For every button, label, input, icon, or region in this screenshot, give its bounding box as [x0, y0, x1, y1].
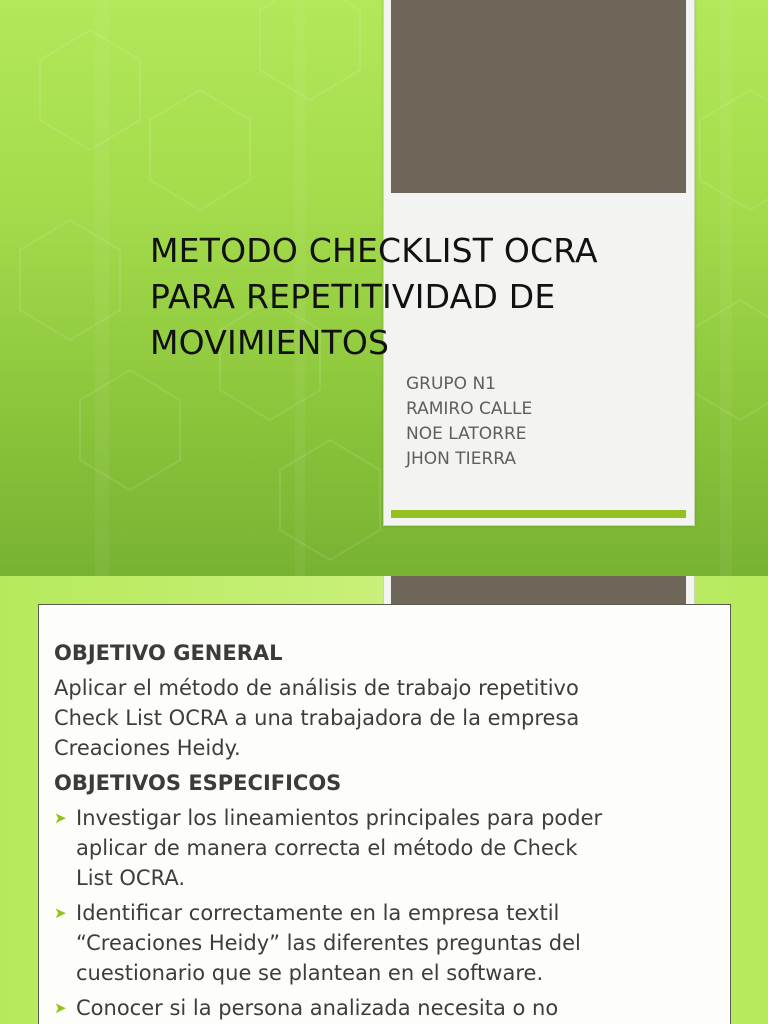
list-item — [54, 993, 714, 1023]
bullet-line: List OCRA. — [76, 866, 185, 890]
member-name: RAMIRO CALLE — [406, 399, 533, 419]
specific-objectives-list — [54, 803, 714, 1023]
bullet-line: Conocer si la persona analizada necesita o no — [76, 996, 559, 1020]
list-item — [54, 803, 714, 893]
bullet-line: aplicar de manera correcta el método de Check — [76, 836, 578, 860]
bullet-line: cuestionario que se plantean en el software. — [76, 961, 544, 985]
member-name: NOE LATORRE — [406, 424, 527, 444]
content-box — [38, 604, 731, 1024]
group-name: GRUPO N1 — [406, 374, 496, 394]
bullet-line: Identificar correctamente en la empresa textil — [76, 901, 560, 925]
title-line: MOVIMIENTOS — [150, 323, 390, 362]
bullet-line: “Creaciones Heidy” las diferentes preguntas del — [76, 931, 581, 955]
bullet-line: Investigar los lineamientos principales para poder — [76, 806, 603, 830]
accent-bar — [391, 510, 686, 518]
general-line: Check List OCRA a una trabajadora de la empresa — [54, 706, 580, 730]
slide-title — [150, 228, 710, 366]
content-text — [54, 639, 714, 1024]
arrow-right-icon: ➤ — [54, 999, 67, 1017]
subtitle-list — [406, 372, 532, 472]
heading-general: OBJETIVO GENERAL — [54, 641, 283, 665]
title-line: PARA REPETITIVIDAD DE — [150, 277, 556, 316]
general-objective — [54, 673, 714, 763]
dark-header-block — [391, 0, 686, 193]
general-line: Creaciones Heidy. — [54, 736, 241, 760]
list-item — [54, 898, 714, 988]
heading-specific: OBJETIVOS ESPECIFICOS — [54, 771, 342, 795]
member-name: JHON TIERRA — [406, 449, 517, 469]
title-line: METODO CHECKLIST OCRA — [150, 231, 598, 270]
objectives-slide — [0, 576, 768, 1024]
arrow-right-icon: ➤ — [54, 809, 67, 827]
arrow-right-icon: ➤ — [54, 904, 67, 922]
general-line: Aplicar el método de análisis de trabajo repetitivo — [54, 676, 579, 700]
